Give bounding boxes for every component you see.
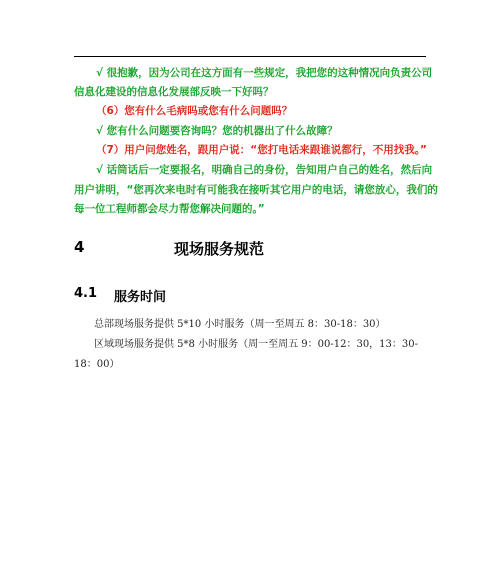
reply-line-1: √ 很抱歉，因为公司在这方面有一些规定，我把您的这种情况向负责公司 <box>96 67 433 79</box>
subsection-title: 服务时间 <box>114 290 167 305</box>
reply-line-3: √ 您有什么问题要咨询吗？您的机器出了什么故障？ <box>96 125 338 137</box>
header-rule <box>74 56 426 57</box>
question-7: （7）用户问您姓名，跟用户说：“您打电话来跟谁说都行，不用找我。” <box>96 144 427 156</box>
section-heading <box>74 238 426 260</box>
reply-line-5: 用户讲明，“您再次来电时有可能我在接听其它用户的电话，请您放心，我们的 <box>74 184 438 196</box>
section-title: 现场服务规范 <box>174 240 265 258</box>
reply-line-6: 每一位工程师都会尽力帮您解决问题的。” <box>74 203 265 215</box>
service-hours-hq: 总部现场服务提供 5*10 小时服务（周一至周五 8：30-18：30） <box>94 319 386 330</box>
section-number: 4 <box>74 238 85 256</box>
question-6: （6）您有什么毛病吗或您有什么问题吗？ <box>96 105 293 117</box>
service-hours-regional: 区域现场服务提供 5*8 小时服务（周一至周五 9：00-12：30，13：30- <box>94 339 419 350</box>
reply-line-4: √ 话筒话后一定要报名，明确自己的身份，告知用户自己的姓名，然后向 <box>96 164 433 176</box>
subsection-number: 4.1 <box>74 286 98 301</box>
service-hours-regional-cont: 18：00） <box>74 359 120 370</box>
reply-line-2: 信息化建设的信息化发展部反映一下好吗？ <box>74 86 274 98</box>
